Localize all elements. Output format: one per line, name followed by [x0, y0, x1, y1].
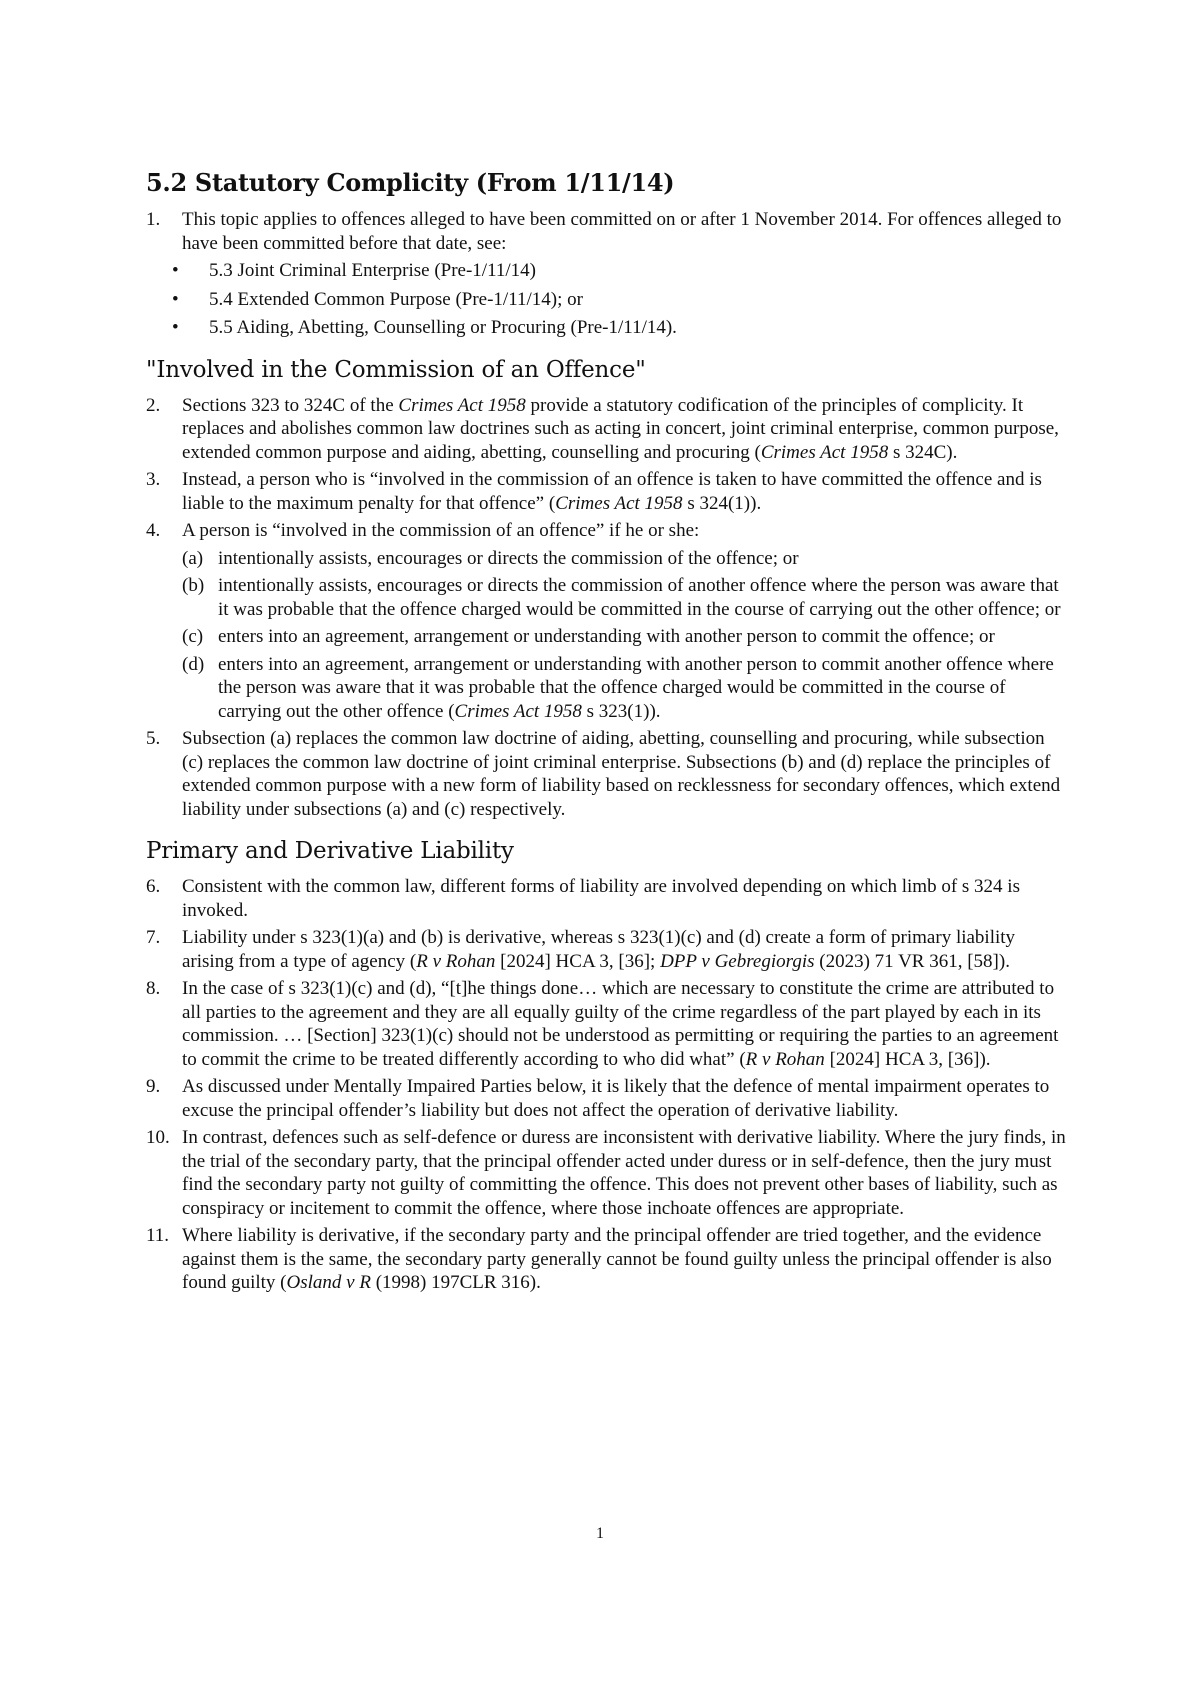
paragraph-number: 7.	[146, 927, 161, 948]
text-run: Where liability is derivative, if the secondary party and the principal offender are tried together, and the evidence against them is the same, the secondary party generally cannot be found guilty unless the principal offender is also found guilty (	[182, 1225, 1052, 1293]
page-number: 1	[596, 1525, 604, 1542]
paragraph-text: A person is “involved in the commission of an offence” if he or she:	[182, 520, 700, 541]
paragraph-text: As discussed under Mentally Impaired Parties below, it is likely that the defence of mental impairment operates to excuse the principal offender’s liability but does not affect the operation of derivative liability.	[182, 1076, 1050, 1121]
statute-citation: Crimes Act 1958	[760, 441, 889, 463]
sub-text: intentionally assists, encourages or directs the commission of another offence where the person was aware that it was probable that the offence charged would be committed in the course of carrying out the other offence; or	[218, 575, 1061, 620]
bullet-icon: •	[172, 260, 179, 281]
paragraph-11	[146, 1224, 1066, 1295]
paragraph-number: 10.	[146, 1127, 170, 1148]
case-citation: R v Rohan	[745, 1048, 825, 1070]
list-item	[146, 316, 1066, 340]
text-run: [2024] HCA 3, [36];	[495, 950, 661, 972]
sub-paragraph-d	[182, 653, 1066, 724]
text-run: (2023) 71 VR 361, [58]).	[814, 950, 1010, 972]
paragraph-9	[146, 1075, 1066, 1122]
sub-paragraph-a	[182, 547, 1066, 571]
bullet-icon: •	[172, 288, 179, 310]
paragraph-5	[146, 727, 1066, 821]
sub-label: (b)	[182, 575, 205, 596]
sub-text: s 323(1)).	[581, 700, 661, 722]
statute-citation: Crimes Act 1958	[454, 700, 582, 722]
text-run: s 324C).	[888, 441, 958, 463]
list-item	[146, 288, 1066, 312]
paragraph-7	[146, 926, 1066, 973]
sub-text: enters into an agreement, arrangement or understanding with another person to commit the offence; or	[218, 626, 995, 647]
cross-reference-link[interactable]: 5.3 Joint Criminal Enterprise (Pre-1/11/14)	[209, 260, 536, 281]
paragraph-3	[146, 468, 1066, 515]
sub-label: (d)	[182, 653, 205, 675]
sub-text: enters into an agreement, arrangement or understanding with another person to commit another offence where the person was aware that it was probable that the offence charged would be committed in the course of carrying out the other offence (	[218, 653, 1054, 722]
paragraph-number: 3.	[146, 469, 161, 490]
text-run: (1998) 197CLR 316).	[370, 1272, 541, 1293]
sub-text: intentionally assists, encourages or directs the commission of the offence; or	[218, 547, 799, 569]
case-citation: R v Rohan	[416, 950, 496, 972]
document-body	[146, 168, 1066, 1299]
case-citation: Osland v R	[286, 1272, 371, 1293]
paragraph-number: 5.	[146, 728, 161, 749]
section-heading-involved: "Involved in the Commission of an Offence"	[146, 356, 646, 383]
sub-paragraph-b	[182, 574, 1066, 621]
text-run: Liability under s 323(1)(a) and (b) is derivative, whereas s 323(1)(c) and (d) create a form of primary liability arising from a type of agency (	[182, 927, 1016, 972]
paragraph-number: 4.	[146, 520, 161, 541]
bullet-icon: •	[172, 317, 179, 338]
text-run: In the case of s 323(1)(c) and (d), “[t]he things done… which are necessary to constitute the crime are attributed to all parties to the agreement and they are all equally guilty of the crime regardless of the part played by each in its commission. … [Section] 323(1)(c) should not be understood as permitting or requiring the parties to an agreement to commit the crime to be treated differently according to who did what” (	[182, 978, 1059, 1070]
text-run: Instead, a person who is “involved in the commission of an offence is taken to have committed the offence and is liable to the maximum penalty for that offence” (	[182, 469, 1042, 514]
sub-paragraph-c	[182, 625, 1066, 649]
paragraph-number: 6.	[146, 876, 161, 897]
cross-reference-link[interactable]: 5.4 Extended Common Purpose (Pre-1/11/14); or	[209, 288, 583, 310]
paragraph-number: 8.	[146, 978, 161, 999]
paragraph-number: 11.	[146, 1225, 170, 1246]
paragraph-1	[146, 208, 1066, 255]
statute-citation: Crimes Act 1958	[555, 492, 683, 514]
case-citation: DPP v Gebregiorgis	[660, 950, 815, 972]
section-heading-liability: Primary and Derivative Liability	[146, 838, 514, 864]
cross-reference-link[interactable]: 5.5 Aiding, Abetting, Counselling or Procuring (Pre-1/11/14).	[209, 317, 677, 338]
page-title: 5.2 Statutory Complicity (From 1/11/14)	[146, 168, 675, 197]
paragraph-number: 2.	[146, 394, 161, 416]
text-run: s 324(1)).	[682, 492, 762, 514]
paragraph-text: In contrast, defences such as self-defence or duress are inconsistent with derivative liability. Where the jury finds, in the trial of the secondary party, that the principal offender acted under duress or in self-defence, then the jury must find the secondary party not guilty of committing the offence. This does not prevent other bases of liability, such as conspiracy or incitement to commit the offence, where those inchoate offences are appropriate.	[182, 1127, 1066, 1219]
text-run: provide a statutory codification of the principles of complicity. It replaces and abolishes common law doctrines such as acting in concert, joint criminal enterprise, common purpose, extended common purpose and aiding, abetting, counselling and procuring (	[182, 394, 1059, 463]
paragraph-10	[146, 1126, 1066, 1220]
sub-label: (c)	[182, 626, 204, 647]
paragraph-number: 9.	[146, 1076, 161, 1097]
sub-label: (a)	[182, 547, 204, 569]
statute-citation: Crimes Act 1958	[398, 394, 526, 416]
text-run: Sections 323 to 324C of the	[182, 394, 399, 416]
list-item	[146, 259, 1066, 283]
sub-paragraph-list	[182, 547, 1066, 724]
text-run: [2024] HCA 3, [36]).	[824, 1048, 991, 1070]
paragraph-text: Subsection (a) replaces the common law doctrine of aiding, abetting, counselling and procuring, while subsection (c) replaces the common law doctrine of joint criminal enterprise. Subsections (b) and (d) replace the principles of extended common purpose with a new form of liability based on recklessness for secondary offences, which extend liability under subsections (a) and (c) respectively.	[182, 728, 1061, 820]
paragraph-text: Consistent with the common law, different forms of liability are involved depending on which limb of s 324 is invoked.	[182, 876, 1020, 921]
paragraph-2	[146, 394, 1066, 465]
cross-reference-list	[146, 259, 1066, 340]
paragraph-8	[146, 977, 1066, 1071]
paragraph-6	[146, 875, 1066, 922]
paragraph-number: 1.	[146, 209, 161, 230]
paragraph-text: This topic applies to offences alleged to have been committed on or after 1 November 2014. For offences alleged to have been committed before that date, see:	[182, 209, 1062, 254]
paragraph-4	[146, 519, 1066, 723]
